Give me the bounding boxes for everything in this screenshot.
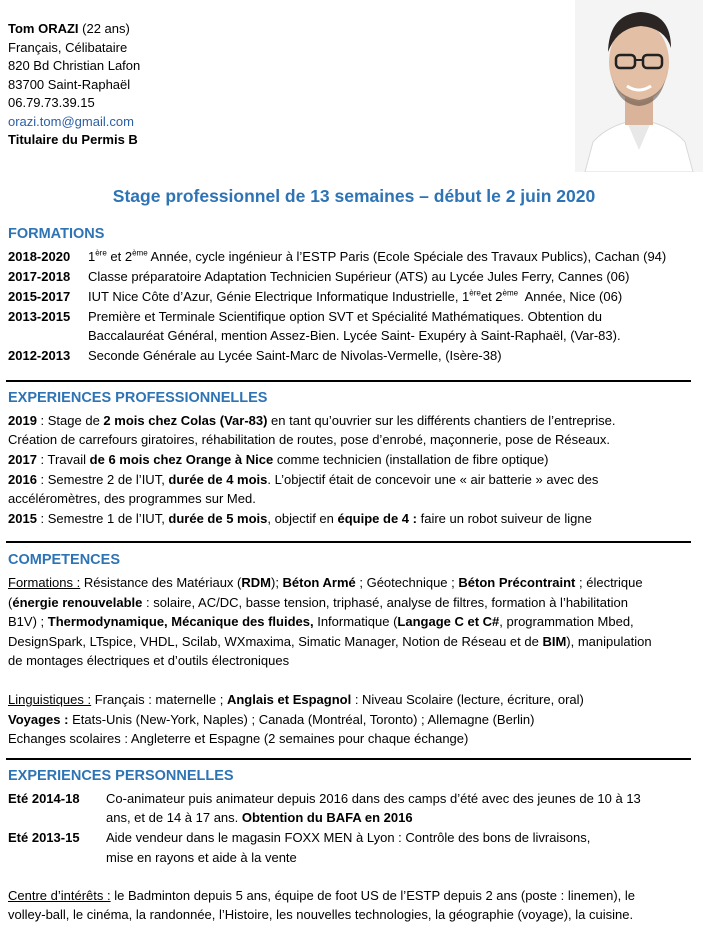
pro-experience-heading: EXPERIENCES PROFESSIONNELLES	[8, 390, 268, 406]
travel-line: Voyages : Etats-Unis (New-York, Naples) ; Canada (Montréal, Toronto) ; Allemagne (Berlin)	[8, 712, 535, 727]
formation-text: Première et Terminale Scientifique option SVT et Spécialité Mathématiques. Obtention du	[88, 309, 603, 324]
page-title: Stage professionnel de 13 semaines – début le 2 juin 2020	[112, 186, 596, 206]
formation-text: IUT Nice Côte d’Azur, Génie Electrique Informatique Industrielle, 1èreet 2ème Année, Nice (06)	[88, 288, 623, 304]
formation-year: 2017-2018	[8, 269, 71, 284]
interests-label: Centre d’intérêts :	[8, 888, 111, 903]
formation-text: Classe préparatoire Adaptation Technicien Supérieur (ATS) au Lycée Jules Ferry, Cannes (06)	[88, 269, 630, 284]
languages-line: Linguistiques : Français : maternelle ; Anglais et Espagnol : Niveau Scolaire (lecture, écriture, oral)	[8, 692, 584, 707]
formation-year: 2018-2020	[8, 249, 71, 264]
experience-text: Co-animateur puis animateur depuis 2016 dans des camps d’été avec des jeunes de 10 à 13	[106, 791, 641, 806]
skills-heading: COMPETENCES	[8, 552, 120, 568]
skills-line: (énergie renouvelable : solaire, AC/DC, basse tension, triphasé, analyse de filtres, formation à l’habilitation	[8, 595, 628, 610]
portrait-illustration	[575, 0, 703, 172]
section-divider	[6, 758, 691, 760]
interests-line: Centre d’intérêts : le Badminton depuis 5 ans, équipe de foot US de l’ESTP depuis 2 ans (poste : linemen), le	[8, 888, 636, 903]
address-city: 83700 Saint-Raphaël	[8, 76, 131, 92]
contact-block	[8, 20, 140, 150]
formation-year: 2012-2013	[8, 348, 71, 363]
experience-text: mise en rayons et aide à la vente	[106, 850, 297, 865]
civil-status: Français, Célibataire	[8, 39, 128, 55]
formation-text: Baccalauréat Général, mention Assez-Bien. Lycée Saint- Exupéry à Saint-Raphaël, (Var-83).	[88, 328, 621, 343]
section-divider	[6, 541, 691, 543]
pro-experience-line: 2017 : Travail de 6 mois chez Orange à Nice comme technicien (installation de fibre optique)	[8, 452, 549, 467]
period-label: Eté 2013-15	[8, 830, 80, 845]
section-divider	[6, 380, 691, 382]
formation-text: Seconde Générale au Lycée Saint-Marc de Nivolas-Vermelle, (Isère-38)	[88, 348, 502, 363]
phone-number: 06.79.73.39.15	[8, 95, 95, 110]
skills-line: Formations : Résistance des Matériaux (RDM); Béton Armé ; Géotechnique ; Béton Précontraint ; électrique	[8, 575, 643, 590]
formation-text: 1ère et 2ème Année, cycle ingénieur à l’ESTP Paris (Ecole Spéciale des Travaux Publics), Cachan (94)	[88, 248, 667, 264]
email-link[interactable]: orazi.tom@gmail.com	[8, 113, 134, 129]
candidate-age: (22 ans)	[78, 21, 130, 36]
profile-photo	[575, 0, 703, 172]
address-street: 820 Bd Christian Lafon	[8, 58, 141, 73]
candidate-name: Tom ORAZI	[8, 21, 79, 36]
personal-experience-heading: EXPERIENCES PERSONNELLES	[8, 768, 234, 784]
experience-text: ans, et de 14 à 17 ans. Obtention du BAFA en 2016	[106, 810, 413, 825]
experience-text: Aide vendeur dans le magasin FOXX MEN à Lyon : Contrôle des bons de livraisons,	[106, 830, 591, 845]
skills-line: DesignSpark, LTspice, VHDL, Scilab, WXmaxima, Simatic Manager, Notion de Réseau et de BIM), manipulation	[8, 634, 652, 649]
skills-line: B1V) ; Thermodynamique, Mécanique des fluides, Informatique (Langage C et C#, programmation Mbed,	[8, 614, 634, 629]
name-line	[8, 20, 140, 39]
formations-heading: FORMATIONS	[8, 226, 105, 242]
exchange-line: Echanges scolaires : Angleterre et Espagne (2 semaines pour chaque échange)	[8, 731, 469, 746]
pro-experience-line: 2015 : Semestre 1 de l’IUT, durée de 5 mois, objectif en équipe de 4 : faire un robot suiveur de ligne	[8, 511, 592, 526]
driving-licence: Titulaire du Permis B	[8, 132, 138, 147]
period-label: Eté 2014-18	[8, 791, 80, 806]
pro-experience-line: 2019 : Stage de 2 mois chez Colas (Var-83) en tant qu’ouvrier sur les différents chantiers de l’entreprise.	[8, 413, 616, 428]
formation-year: 2015-2017	[8, 289, 71, 304]
pro-experience-line: accéléromètres, des programmes sur Med.	[8, 491, 256, 506]
pro-experience-line: Création de carrefours giratoires, réhabilitation de routes, pose d’enrobé, maçonnerie, pose de Réseaux.	[8, 432, 610, 447]
interests-line: volley-ball, le cinéma, la randonnée, l’Histoire, les nouvelles technologies, la géographie (voyage), la cuisine.	[8, 907, 634, 922]
skills-line: de montages électriques et d’outils électroniques	[8, 653, 290, 668]
formation-year: 2013-2015	[8, 309, 71, 324]
pro-experience-line: 2016 : Semestre 2 de l’IUT, durée de 4 mois. L’objectif était de concevoir une « air batterie » avec des	[8, 472, 599, 487]
